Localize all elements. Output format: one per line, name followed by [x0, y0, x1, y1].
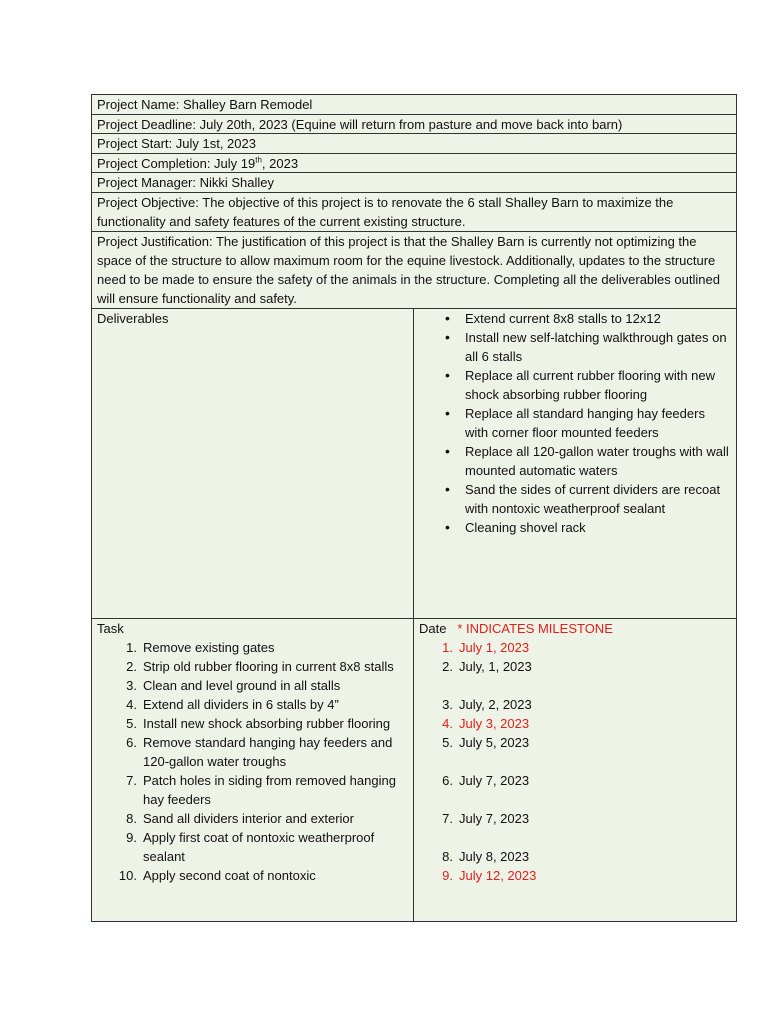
milestone-note: * INDICATES MILESTONE [457, 620, 613, 636]
task-item: 1. Remove existing gates [126, 639, 275, 655]
deliverable-item: • Replace all current rubber flooring with new shock absorbing rubber flooring [419, 366, 731, 404]
task-list [97, 638, 408, 885]
date-item: 3. July, 2, 2023 [442, 696, 532, 712]
deliverables-cell [414, 309, 736, 618]
project-name: Project Name: Shalley Barn Remodel [92, 95, 736, 115]
project-manager: Project Manager: Nikki Shalley [92, 173, 736, 193]
deliverable-item: • Replace all 120-gallon water troughs with wall mounted automatic waters [419, 442, 731, 480]
date-list [419, 638, 731, 885]
date-item: 5. July 5, 2023 [442, 734, 530, 750]
date-spacer [419, 790, 731, 809]
task-label: Task [97, 620, 124, 636]
deliverable-item: • Extend current 8x8 stalls to 12x12 [419, 309, 731, 328]
deliverables-label: Deliverables [92, 309, 414, 618]
task-item: 9. Apply first coat of nontoxic weatherproof sealant [126, 829, 375, 864]
task-item: 10. Apply second coat of nontoxic [118, 867, 316, 883]
deliverable-item: • Sand the sides of current dividers are recoat with nontoxic weatherproof sealant [419, 480, 731, 518]
deliverable-item: • Cleaning shovel rack [419, 518, 731, 537]
date-spacer [419, 752, 731, 771]
deliverable-item: • Install new self-latching walkthrough gates on all 6 stalls [419, 328, 731, 366]
deliverable-item: • Replace all standard hanging hay feeders with corner floor mounted feeders [419, 404, 731, 442]
date-item: 9. July 12, 2023 [442, 867, 537, 883]
project-charter-table [91, 94, 737, 922]
task-item: 4. Extend all dividers in 6 stalls by 4” [126, 696, 339, 712]
task-item: 5. Install new shock absorbing rubber flooring [126, 715, 391, 731]
task-item: 7. Patch holes in siding from removed hanging hay feeders [126, 772, 396, 807]
task-item: 3. Clean and level ground in all stalls [126, 677, 341, 693]
date-spacer [419, 676, 731, 695]
date-spacer [419, 828, 731, 847]
project-completion-text: Project Completion: July 19 [97, 155, 256, 171]
task-item: 2. Strip old rubber flooring in current 8x8 stalls [126, 658, 394, 674]
date-item: 1. July 1, 2023 [442, 639, 530, 655]
date-label: Date [419, 620, 447, 636]
date-item: 7. July 7, 2023 [442, 810, 530, 826]
date-item: 8. July 8, 2023 [442, 848, 530, 864]
project-deadline: Project Deadline: July 20th, 2023 (Equine will return from pasture and move back into barn) [92, 115, 736, 135]
date-cell [414, 619, 736, 921]
date-item: 2. July, 1, 2023 [442, 658, 532, 674]
deliverables-list [419, 309, 731, 537]
task-section [92, 619, 736, 921]
date-header [419, 619, 731, 638]
task-cell [92, 619, 414, 921]
task-item: 6. Remove standard hanging hay feeders and 120-gallon water troughs [126, 734, 393, 769]
project-completion-year: , 2023 [261, 155, 299, 171]
deliverables-section [92, 309, 736, 619]
task-item: 8. Sand all dividers interior and exterior [126, 810, 354, 826]
project-objective: Project Objective: The objective of this project is to renovate the 6 stall Shalley Barn to maximize the functionality and safety features of the current existing structure. [92, 193, 736, 232]
project-completion [92, 154, 736, 174]
date-item: 4. July 3, 2023 [442, 715, 530, 731]
project-start: Project Start: July 1st, 2023 [92, 134, 736, 154]
date-item: 6. July 7, 2023 [442, 772, 530, 788]
project-completion-sup: th [255, 155, 262, 165]
project-justification: Project Justification: The justification of this project is that the Shalley Barn is currently not optimizing the space of the structure to allow maximum room for the equine livestock. Additionally, updates to the structure need to be made to ensure the safety of the animals in the structure. Completing all the deliverables outlined will ensure functionality and safety. [92, 232, 736, 309]
